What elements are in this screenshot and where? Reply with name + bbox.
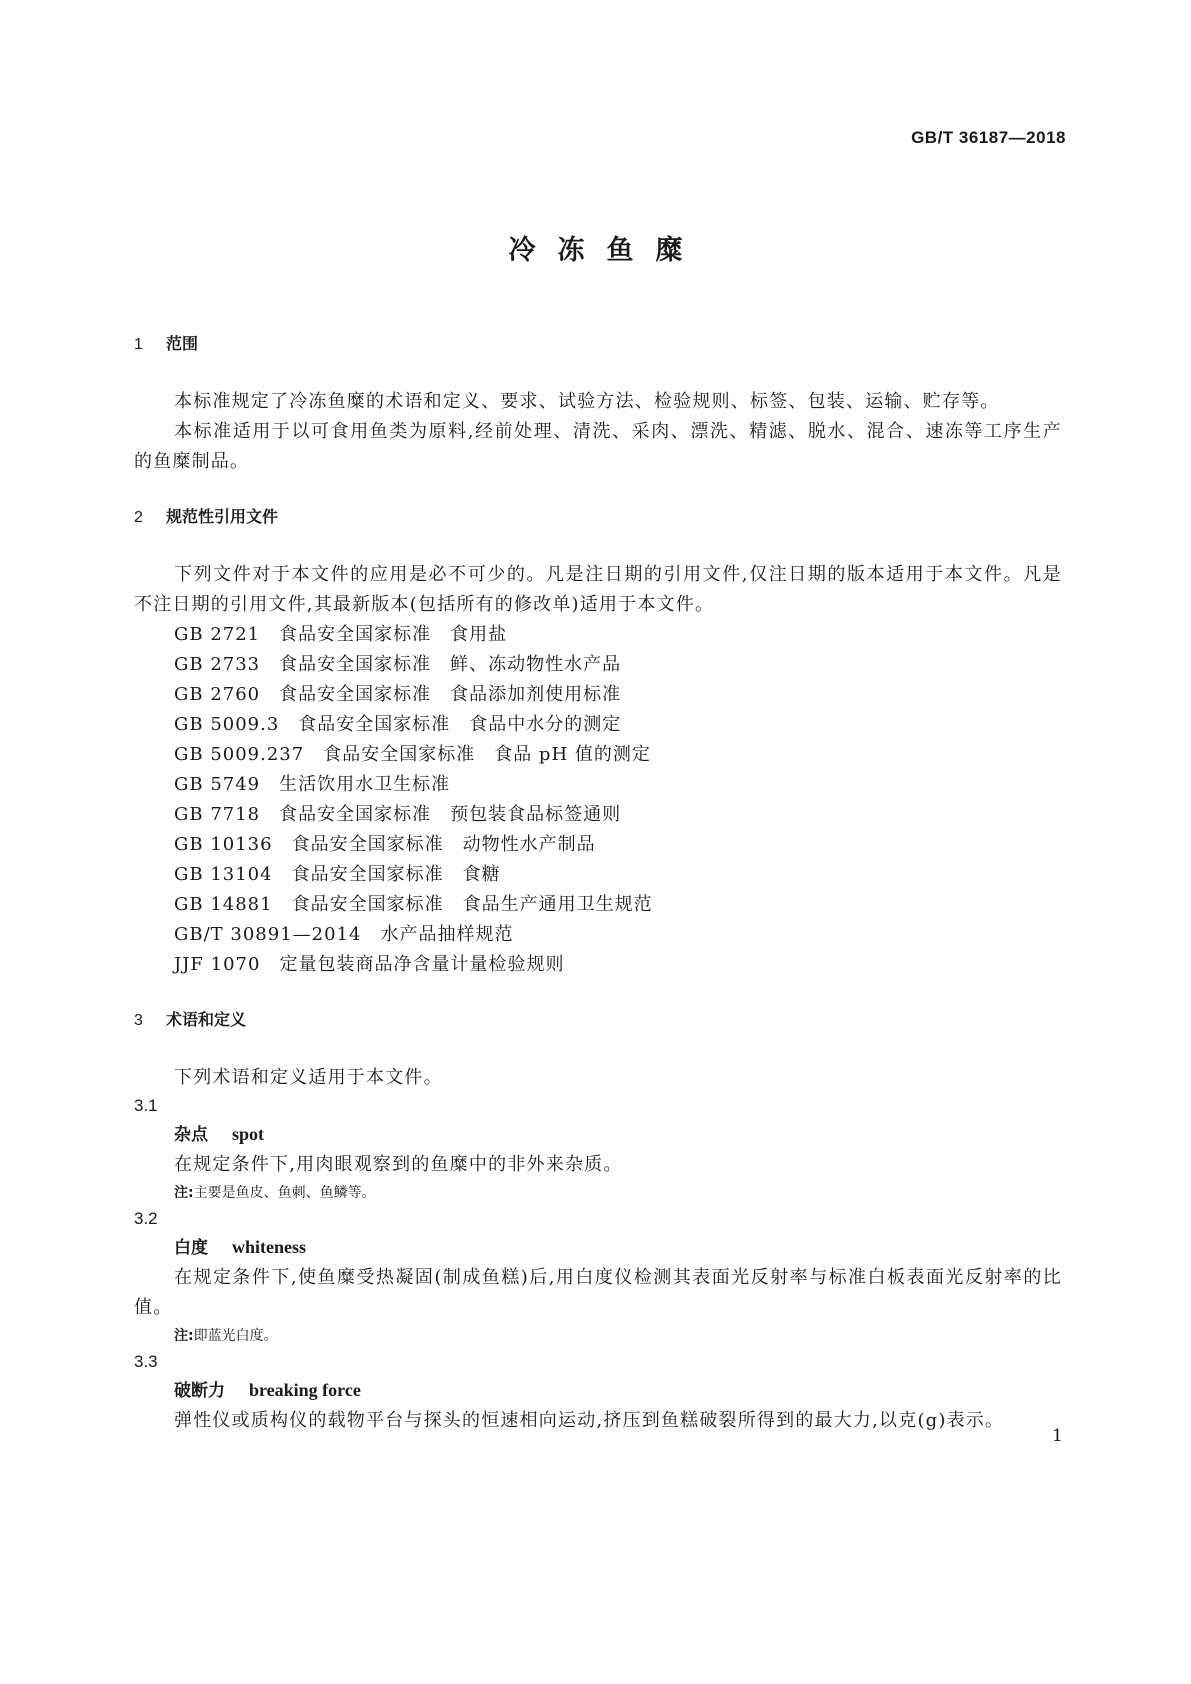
term-definition: 弹性仪或质构仪的载物平台与探头的恒速相向运动,挤压到鱼糕破裂所得到的最大力,以克(g)表示。 (174, 1410, 1005, 1431)
term-en: whiteness (232, 1237, 307, 1257)
reference-item: GB 2760 食品安全国家标准 食品添加剂使用标准 (174, 684, 622, 705)
paragraph: 下列术语和定义适用于本文件。 (174, 1067, 443, 1088)
term-number: 3.1 (134, 1096, 158, 1115)
section-title: 规范性引用文件 (166, 507, 279, 526)
section-1-heading (134, 332, 1062, 357)
reference-item: GB 13104 食品安全国家标准 食糖 (174, 864, 501, 885)
term-number: 3.2 (134, 1209, 158, 1228)
section-title: 术语和定义 (166, 1010, 247, 1029)
paragraph: 下列文件对于本文件的应用是必不可少的。凡是注日期的引用文件,仅注日期的版本适用于本文件。凡是不注日期的引用文件,其最新版本(包括所有的修改单)适用于本文件。 (134, 564, 1062, 615)
document-body (134, 332, 1062, 1436)
reference-item: GB 2733 食品安全国家标准 鲜、冻动物性水产品 (174, 654, 622, 675)
paragraph: 本标准适用于以可食用鱼类为原料,经前处理、清洗、采肉、漂洗、精滤、脱水、混合、速冻等工序生产的鱼糜制品。 (134, 421, 1062, 472)
standard-code: GB/T 36187—2018 (911, 128, 1066, 147)
section-number: 1 (134, 336, 143, 353)
paragraph: 本标准规定了冷冻鱼糜的术语和定义、要求、试验方法、检验规则、标签、包装、运输、贮存等。 (174, 391, 1000, 412)
reference-item: GB 5009.3 食品安全国家标准 食品中水分的测定 (174, 714, 622, 735)
note-text: 即蓝光白度。 (193, 1328, 278, 1344)
section-number: 3 (134, 1012, 143, 1029)
section-3-heading (134, 1008, 1062, 1033)
reference-item: GB 5009.237 食品安全国家标准 食品 pH 值的测定 (174, 744, 651, 765)
reference-item: GB 10136 食品安全国家标准 动物性水产制品 (174, 834, 596, 855)
page-number: 1 (1052, 1426, 1063, 1446)
note-label: 注: (174, 1185, 194, 1201)
note-label: 注: (174, 1328, 194, 1344)
term-number: 3.3 (134, 1352, 158, 1371)
term-en: breaking force (249, 1380, 361, 1400)
term-heading (134, 1232, 1062, 1263)
note-text: 主要是鱼皮、鱼刺、鱼鳞等。 (193, 1185, 376, 1201)
term-note (134, 1323, 1062, 1349)
term-heading (134, 1375, 1062, 1406)
term-definition: 在规定条件下,用肉眼观察到的鱼糜中的非外来杂质。 (174, 1154, 623, 1175)
reference-item: GB 7718 食品安全国家标准 预包装食品标签通则 (174, 804, 622, 825)
term-note (134, 1180, 1062, 1206)
reference-item: JJF 1070 定量包装商品净含量计量检验规则 (174, 954, 565, 975)
term-zh: 杂点 (174, 1125, 208, 1145)
reference-item: GB 2721 食品安全国家标准 食用盐 (174, 624, 508, 645)
term-definition: 在规定条件下,使鱼糜受热凝固(制成鱼糕)后,用白度仪检测其表面光反射率与标准白板表面光反射率的比值。 (134, 1267, 1062, 1318)
document-title: 冷冻鱼糜 (508, 235, 705, 266)
term-en: spot (232, 1124, 265, 1144)
term-heading (134, 1119, 1062, 1150)
section-title: 范围 (166, 334, 199, 353)
term-zh: 白度 (174, 1238, 208, 1258)
section-number: 2 (134, 509, 143, 526)
section-2-heading (134, 505, 1062, 530)
reference-item: GB/T 30891—2014 水产品抽样规范 (174, 924, 514, 945)
term-zh: 破断力 (174, 1381, 225, 1401)
reference-item: GB 14881 食品安全国家标准 食品生产通用卫生规范 (174, 894, 653, 915)
reference-item: GB 5749 生活饮用水卫生标准 (174, 774, 451, 795)
